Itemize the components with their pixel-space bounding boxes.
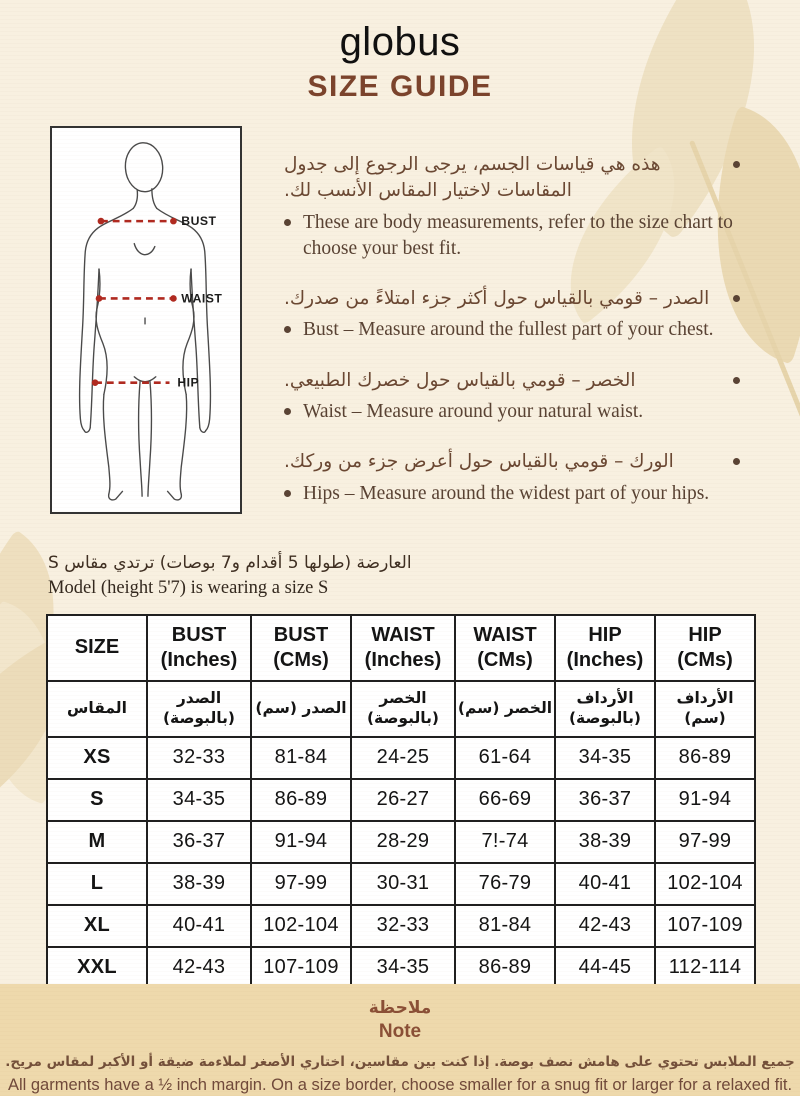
brand-logo: globus bbox=[339, 20, 461, 64]
column-header-bust-cms: BUST (CMs) bbox=[251, 615, 351, 681]
female-figure-illustration bbox=[52, 128, 240, 512]
model-note-en: Model (height 5'7) is wearing a size S bbox=[48, 577, 329, 598]
measurement-cell: 30-31 bbox=[351, 863, 455, 905]
column-header-hip-inches-ar: الأرداف (بالبوصة) bbox=[555, 681, 655, 737]
measurement-cell: 102-104 bbox=[251, 905, 351, 947]
measurement-cell: 61-64 bbox=[455, 737, 555, 779]
bust-label: BUST bbox=[181, 214, 217, 229]
column-header-bust-inches-ar: الصدر (بالبوصة) bbox=[147, 681, 251, 737]
measurement-cell: 36-37 bbox=[555, 779, 655, 821]
instructions-list bbox=[284, 126, 740, 531]
measurement-cell: 24-25 bbox=[351, 737, 455, 779]
bullet-icon bbox=[733, 161, 740, 168]
table-row bbox=[47, 779, 755, 821]
column-header-waist-cms: WAIST (CMs) bbox=[455, 615, 555, 681]
column-header-waist-inches: WAIST (Inches) bbox=[351, 615, 455, 681]
instruction-group-hip bbox=[284, 449, 740, 507]
measurement-cell: 112-114 bbox=[655, 947, 755, 989]
measurement-cell: 81-84 bbox=[455, 905, 555, 947]
waist-label: WAIST bbox=[181, 291, 223, 306]
measurement-cell: 76-79 bbox=[455, 863, 555, 905]
size-label-cell: XS bbox=[47, 737, 147, 779]
measurement-cell: 28-29 bbox=[351, 821, 455, 863]
size-label-cell: XXL bbox=[47, 947, 147, 989]
instruction-item-en: Bust – Measure around the fullest part of your chest. bbox=[284, 317, 740, 343]
arabic-header-row bbox=[47, 681, 755, 737]
measurement-cell: 44-45 bbox=[555, 947, 655, 989]
measurement-cell: 38-39 bbox=[147, 863, 251, 905]
column-header-size-ar: المقاس bbox=[47, 681, 147, 737]
instruction-item-en: These are body measurements, refer to the size chart to choose your best fit. bbox=[284, 210, 740, 263]
column-header-hip-cms-ar: الأرداف (سم) bbox=[655, 681, 755, 737]
size-label-cell: S bbox=[47, 779, 147, 821]
header bbox=[0, 0, 800, 104]
instruction-group-waist bbox=[284, 368, 740, 426]
bullet-icon bbox=[733, 458, 740, 465]
instruction-item-ar: الورك – قومي بالقياس حول أعرض جزء من وركك. bbox=[284, 449, 740, 475]
column-header-waist-cms-ar: الخصر (سم) bbox=[455, 681, 555, 737]
table-row bbox=[47, 863, 755, 905]
bullet-icon bbox=[733, 377, 740, 384]
measurement-cell: 36-37 bbox=[147, 821, 251, 863]
measurement-cell: 81-84 bbox=[251, 737, 351, 779]
measurement-cell: 26-27 bbox=[351, 779, 455, 821]
measurement-cell: 32-33 bbox=[147, 737, 251, 779]
instruction-group-overview bbox=[284, 152, 740, 262]
bullet-icon bbox=[284, 408, 291, 415]
measurement-cell: 38-39 bbox=[555, 821, 655, 863]
note-body-ar: جميع الملابس تحتوي على هامش نصف بوصة. إذا كنت بين مقاسين، اختاري الأصغر لملاءمة ضيقة أو الأكبر لمقاس مريح. bbox=[5, 1053, 795, 1070]
measurement-cell: 91-94 bbox=[251, 821, 351, 863]
instruction-item-ar: الصدر – قومي بالقياس حول أكثر جزء امتلاءً من صدرك. bbox=[284, 286, 740, 312]
bullet-icon bbox=[733, 295, 740, 302]
size-label-cell: L bbox=[47, 863, 147, 905]
column-header-bust-inches: BUST (Inches) bbox=[147, 615, 251, 681]
body-measurement-diagram bbox=[50, 126, 242, 514]
instruction-group-bust bbox=[284, 286, 740, 344]
measurement-cell: 42-43 bbox=[147, 947, 251, 989]
measurement-cell: 40-41 bbox=[555, 863, 655, 905]
measurement-cell: 32-33 bbox=[351, 905, 455, 947]
column-header-waist-inches-ar: الخصر (بالبوصة) bbox=[351, 681, 455, 737]
measurement-cell: 42-43 bbox=[555, 905, 655, 947]
column-header-hip-cms: HIP (CMs) bbox=[655, 615, 755, 681]
instruction-item-ar: الخصر – قومي بالقياس حول خصرك الطبيعي. bbox=[284, 368, 740, 394]
table-row bbox=[47, 905, 755, 947]
model-note-ar: العارضة (طولها 5 أقدام و7 بوصات) ترتدي مقاس S bbox=[48, 552, 412, 573]
bullet-icon bbox=[284, 326, 291, 333]
column-header-bust-cms-ar: الصدر (سم) bbox=[251, 681, 351, 737]
measurement-cell: 91-94 bbox=[655, 779, 755, 821]
note-section bbox=[0, 984, 800, 1096]
measurement-cell: 86-89 bbox=[251, 779, 351, 821]
page-title: SIZE GUIDE bbox=[307, 70, 493, 103]
instruction-item-ar: هذه هي قياسات الجسم، يرجى الرجوع إلى جدول المقاسات لاختيار المقاس الأنسب لك. bbox=[284, 152, 740, 205]
instruction-item-en: Waist – Measure around your natural waist. bbox=[284, 399, 740, 425]
note-title-en: Note bbox=[378, 1021, 422, 1043]
measurement-cell: 86-89 bbox=[455, 947, 555, 989]
measurement-cell: 86-89 bbox=[655, 737, 755, 779]
note-title-ar: ملاحظة bbox=[368, 998, 432, 1018]
model-size-note bbox=[48, 551, 800, 600]
measurement-cell: 40-41 bbox=[147, 905, 251, 947]
column-header-size: SIZE bbox=[47, 615, 147, 681]
table-row bbox=[47, 821, 755, 863]
content-row bbox=[0, 126, 800, 531]
measurement-cell: 34-35 bbox=[147, 779, 251, 821]
size-table-body bbox=[47, 737, 755, 989]
table-row bbox=[47, 947, 755, 989]
measurement-cell: 97-99 bbox=[251, 863, 351, 905]
note-body-en: All garments have a ½ inch margin. On a size border, choose smaller for a snug fit or larger for a relaxed fit. bbox=[7, 1075, 793, 1094]
measurement-cell: 102-104 bbox=[655, 863, 755, 905]
measurement-cell: 107-109 bbox=[251, 947, 351, 989]
hip-label: HIP bbox=[177, 375, 200, 390]
measurement-cell: 66-69 bbox=[455, 779, 555, 821]
table-row bbox=[47, 737, 755, 779]
measurement-cell: 34-35 bbox=[555, 737, 655, 779]
measurement-cell: 34-35 bbox=[351, 947, 455, 989]
size-chart-table bbox=[46, 614, 756, 990]
column-header-hip-inches: HIP (Inches) bbox=[555, 615, 655, 681]
english-header-row bbox=[47, 615, 755, 681]
measurement-cell: 107-109 bbox=[655, 905, 755, 947]
measurement-cell: 97-99 bbox=[655, 821, 755, 863]
measurement-cell: 7!-74 bbox=[455, 821, 555, 863]
size-label-cell: M bbox=[47, 821, 147, 863]
bullet-icon bbox=[284, 490, 291, 497]
size-label-cell: XL bbox=[47, 905, 147, 947]
instruction-item-en: Hips – Measure around the widest part of your hips. bbox=[284, 481, 740, 507]
bullet-icon bbox=[284, 219, 291, 226]
